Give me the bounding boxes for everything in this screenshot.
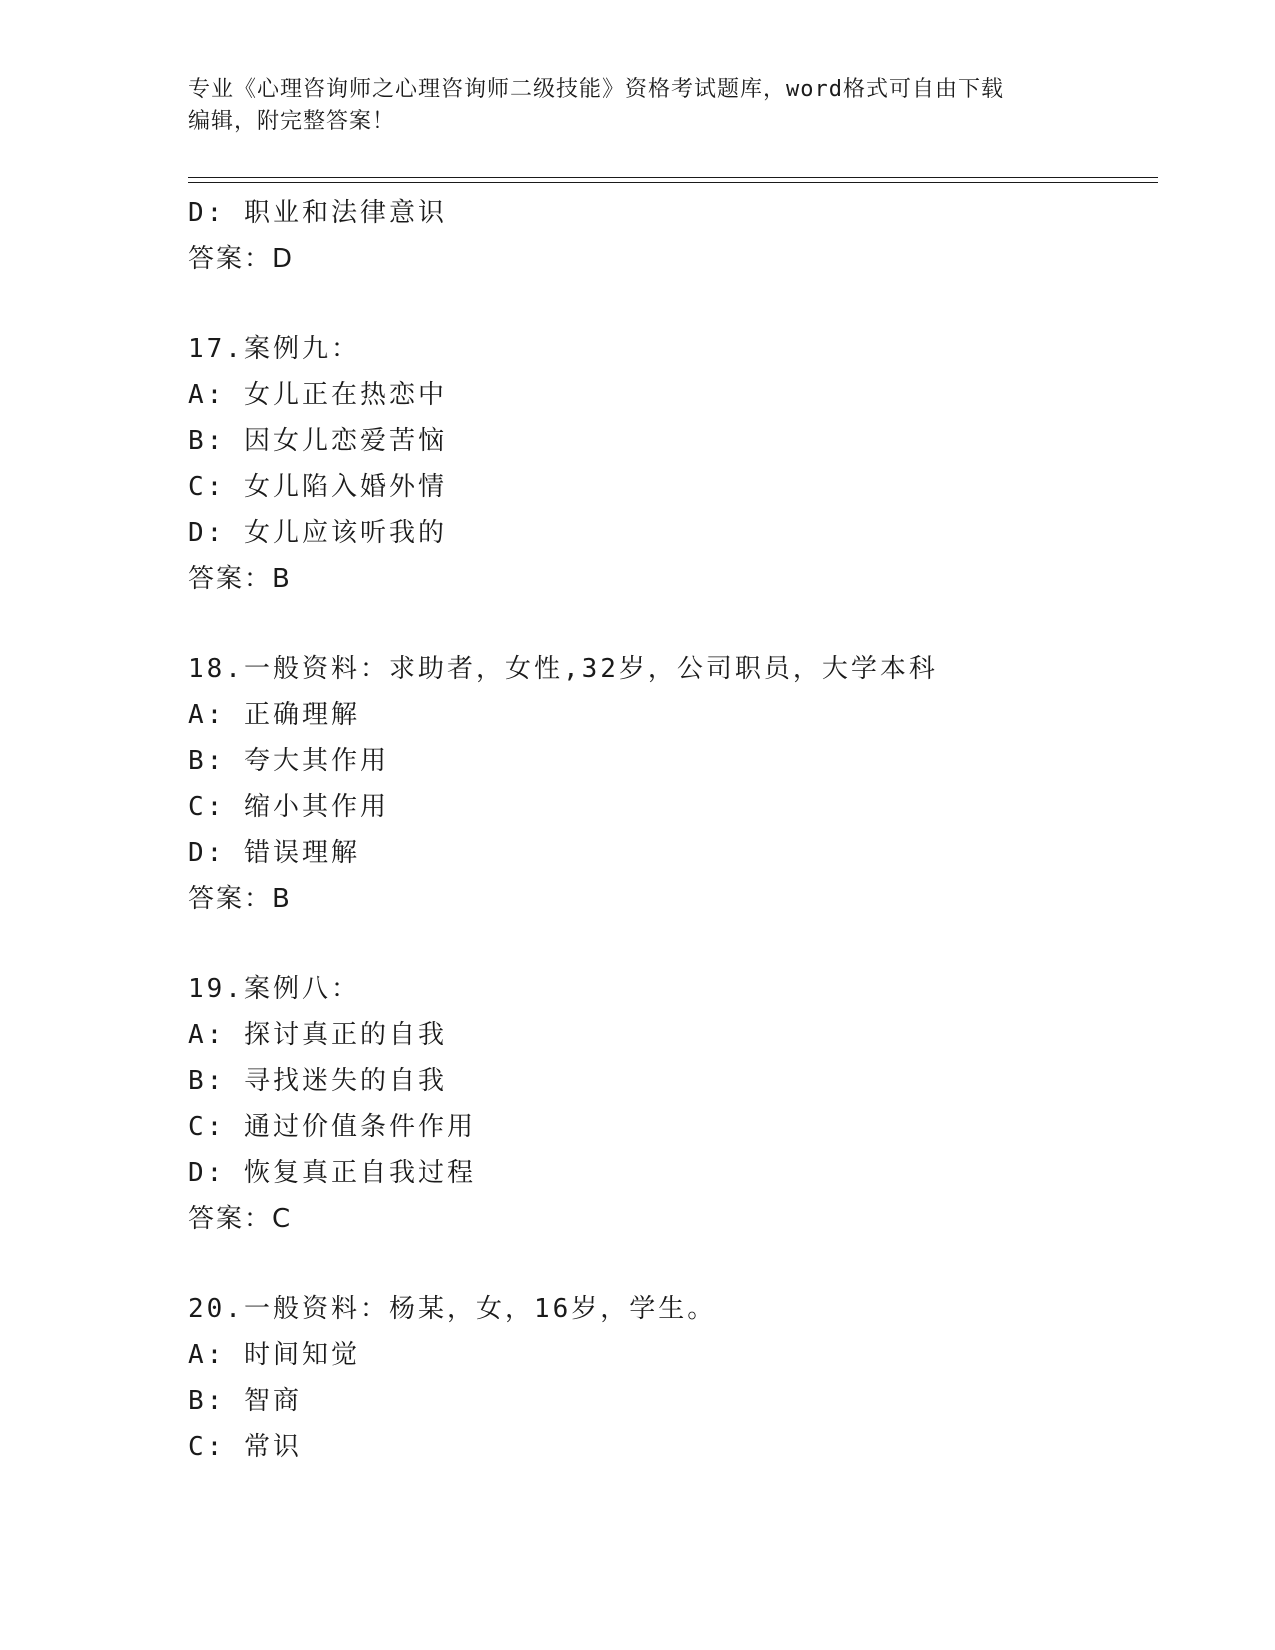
option-c: C: 女儿陷入婚外情 <box>188 472 447 502</box>
header-divider-top <box>188 177 1158 178</box>
option-b: B: 寻找迷失的自我 <box>188 1066 447 1096</box>
option-b: B: 智商 <box>188 1386 302 1416</box>
option-b: B: 夸大其作用 <box>188 746 389 776</box>
question-stem: 19.案例八： <box>188 974 360 1004</box>
option-d: D: 女儿应该听我的 <box>188 518 447 548</box>
header-line-1: 专业《心理咨询师之心理咨询师二级技能》资格考试题库，word格式可自由下载 <box>188 77 1004 102</box>
spacer <box>188 922 1148 966</box>
question-stem: 20.一般资料：杨某，女，16岁，学生。 <box>188 1294 717 1324</box>
option-a: A: 女儿正在热恋中 <box>188 380 447 410</box>
option-b: B: 因女儿恋爱苦恼 <box>188 426 447 456</box>
spacer <box>188 282 1148 326</box>
option-a: A: 探讨真正的自我 <box>188 1020 447 1050</box>
question-20 <box>188 1286 1148 1470</box>
answer-line: 答案：C <box>188 1204 293 1234</box>
answer-line: 答案：B <box>188 564 292 594</box>
header-divider-bottom <box>188 182 1158 183</box>
option-d: D: 恢复真正自我过程 <box>188 1158 476 1188</box>
option-d: D: 错误理解 <box>188 838 360 868</box>
option-c: C: 通过价值条件作用 <box>188 1112 476 1142</box>
document-header <box>188 74 1088 138</box>
option-a: A: 时间知觉 <box>188 1340 360 1370</box>
spacer <box>188 1242 1148 1286</box>
question-stem: 18.一般资料：求助者，女性,32岁，公司职员，大学本科 <box>188 654 938 684</box>
question-list <box>188 190 1148 1470</box>
option-a: A: 正确理解 <box>188 700 360 730</box>
question-stem: 17.案例九： <box>188 334 360 364</box>
option-c: C: 缩小其作用 <box>188 792 389 822</box>
header-line-2: 编辑，附完整答案！ <box>188 109 396 134</box>
answer-line: 答案：B <box>188 884 292 914</box>
spacer <box>188 602 1148 646</box>
question-17 <box>188 326 1148 602</box>
answer-line: 答案：D <box>188 244 295 274</box>
option-d: D: 职业和法律意识 <box>188 198 447 228</box>
option-c: C: 常识 <box>188 1432 302 1462</box>
question-18 <box>188 646 1148 922</box>
question-19 <box>188 966 1148 1242</box>
